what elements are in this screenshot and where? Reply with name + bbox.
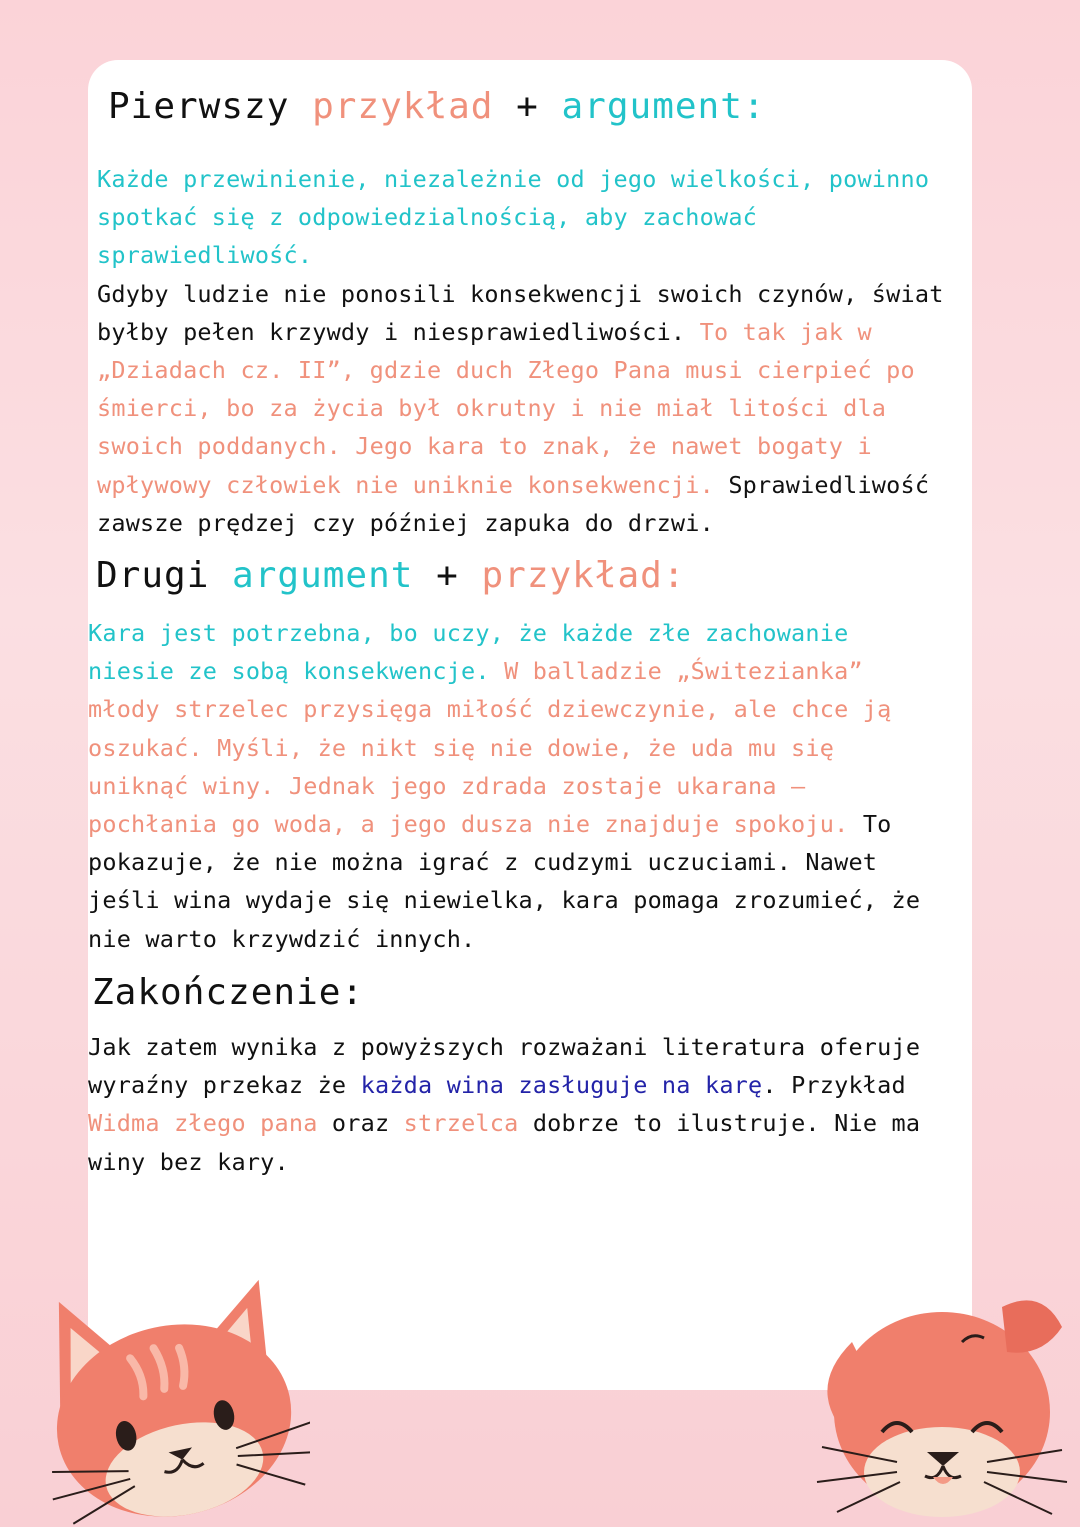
text-segment: W balladzie „Świtezianka”	[504, 657, 863, 686]
text-line	[88, 920, 978, 958]
text-segment: Każde przewinienie, niezależnie od jego wielkości, powinno	[97, 165, 930, 193]
heading-word: przykład	[312, 86, 494, 127]
text-line	[88, 1028, 978, 1066]
text-segment: nie warto krzywdzić innych.	[88, 924, 476, 953]
text-line	[88, 652, 978, 690]
text-segment: zawsze prędzej czy później zapuka do drzwi.	[97, 508, 714, 537]
heading-word: argument:	[561, 86, 766, 127]
text-line	[88, 690, 978, 728]
text-segment: wyraźny przekaz że	[88, 1071, 361, 1100]
text-line	[97, 236, 977, 274]
text-segment: strzelca	[403, 1109, 519, 1138]
text-segment: swoich poddanych. Jego kara to znak, że nawet bogaty i	[97, 432, 872, 461]
text-segment: każda wina zasługuje na karę	[360, 1071, 763, 1100]
text-line	[97, 313, 977, 351]
text-line	[97, 466, 977, 504]
text-line	[88, 881, 978, 919]
text-segment: spotkać się z odpowiedzialnością, aby zachować	[97, 203, 758, 232]
cat-face-icon	[20, 1262, 310, 1527]
section1-body	[97, 160, 977, 542]
section1-heading	[108, 86, 766, 127]
text-line	[88, 614, 978, 652]
text-line	[97, 389, 977, 427]
heading-word: Drugi	[96, 555, 233, 596]
heading-word: argument	[232, 555, 414, 596]
text-segment: dobrze to ilustruje. Nie ma	[518, 1109, 921, 1138]
heading-word: +	[493, 86, 562, 127]
section2-heading	[96, 555, 686, 596]
text-segment: oszukać. Myśli, że nikt się nie dowie, że uda mu się	[88, 733, 835, 762]
text-line	[97, 351, 977, 389]
text-segment: To	[862, 810, 892, 839]
text-line	[88, 1066, 978, 1104]
text-line	[88, 843, 978, 881]
text-segment: To tak jak w	[699, 317, 872, 346]
heading-word: +	[413, 555, 482, 596]
text-line	[88, 1143, 978, 1181]
section3-heading: Zakończenie:	[92, 972, 365, 1013]
text-segment: młody strzelec przysięga miłość dziewczynie, ale chce ją	[88, 695, 892, 724]
text-segment: sprawiedliwość.	[97, 241, 313, 270]
text-segment: uniknąć winy. Jednak jego zdrada zostaje ukarana –	[88, 771, 806, 800]
text-segment: „Dziadach cz. II”, gdzie duch Złego Pana musi cierpieć po	[97, 356, 915, 385]
text-line	[88, 767, 978, 805]
text-segment: Kara jest potrzebna, bo uczy, że każde złe zachowanie	[88, 619, 849, 647]
text-segment: pochłania go woda, a jego dusza nie znajduje spokoju.	[88, 810, 863, 839]
text-line	[97, 160, 977, 198]
heading-word: przykład:	[481, 555, 686, 596]
text-segment: wpływowy człowiek nie uniknie konsekwencji.	[97, 470, 729, 499]
text-line	[97, 275, 977, 313]
text-segment: Widma złego pana	[88, 1109, 318, 1138]
text-line	[88, 805, 978, 843]
heading-word: Pierwszy	[108, 86, 313, 127]
text-segment: jeśli wina wydaje się niewielka, kara pomaga zrozumieć, że	[88, 886, 921, 915]
text-segment: Sprawiedliwość	[728, 470, 930, 499]
text-segment: niesie ze sobą konsekwencje.	[88, 657, 505, 686]
text-segment: oraz	[317, 1109, 404, 1138]
text-segment: byłby pełen krzywdy i niesprawiedliwości.	[97, 317, 700, 346]
text-segment: pokazuje, że nie można igrać z cudzymi uczuciami. Nawet	[88, 848, 878, 877]
text-segment: Gdyby ludzie nie ponosili konsekwencji swoich czynów, świat	[97, 279, 944, 308]
section2-body	[88, 614, 978, 958]
text-segment: winy bez kary.	[88, 1147, 289, 1176]
text-segment: . Przykład	[762, 1071, 906, 1100]
text-segment: śmierci, bo za życia był okrutny i nie miał litości dla	[97, 394, 887, 423]
text-line	[97, 504, 977, 542]
text-line	[88, 1104, 978, 1142]
text-line	[97, 427, 977, 465]
dog-face-icon	[812, 1282, 1072, 1522]
section3-body	[88, 1028, 978, 1181]
text-line	[88, 729, 978, 767]
text-segment: Jak zatem wynika z powyższych rozważani literatura oferuje	[88, 1033, 921, 1061]
text-line	[97, 198, 977, 236]
